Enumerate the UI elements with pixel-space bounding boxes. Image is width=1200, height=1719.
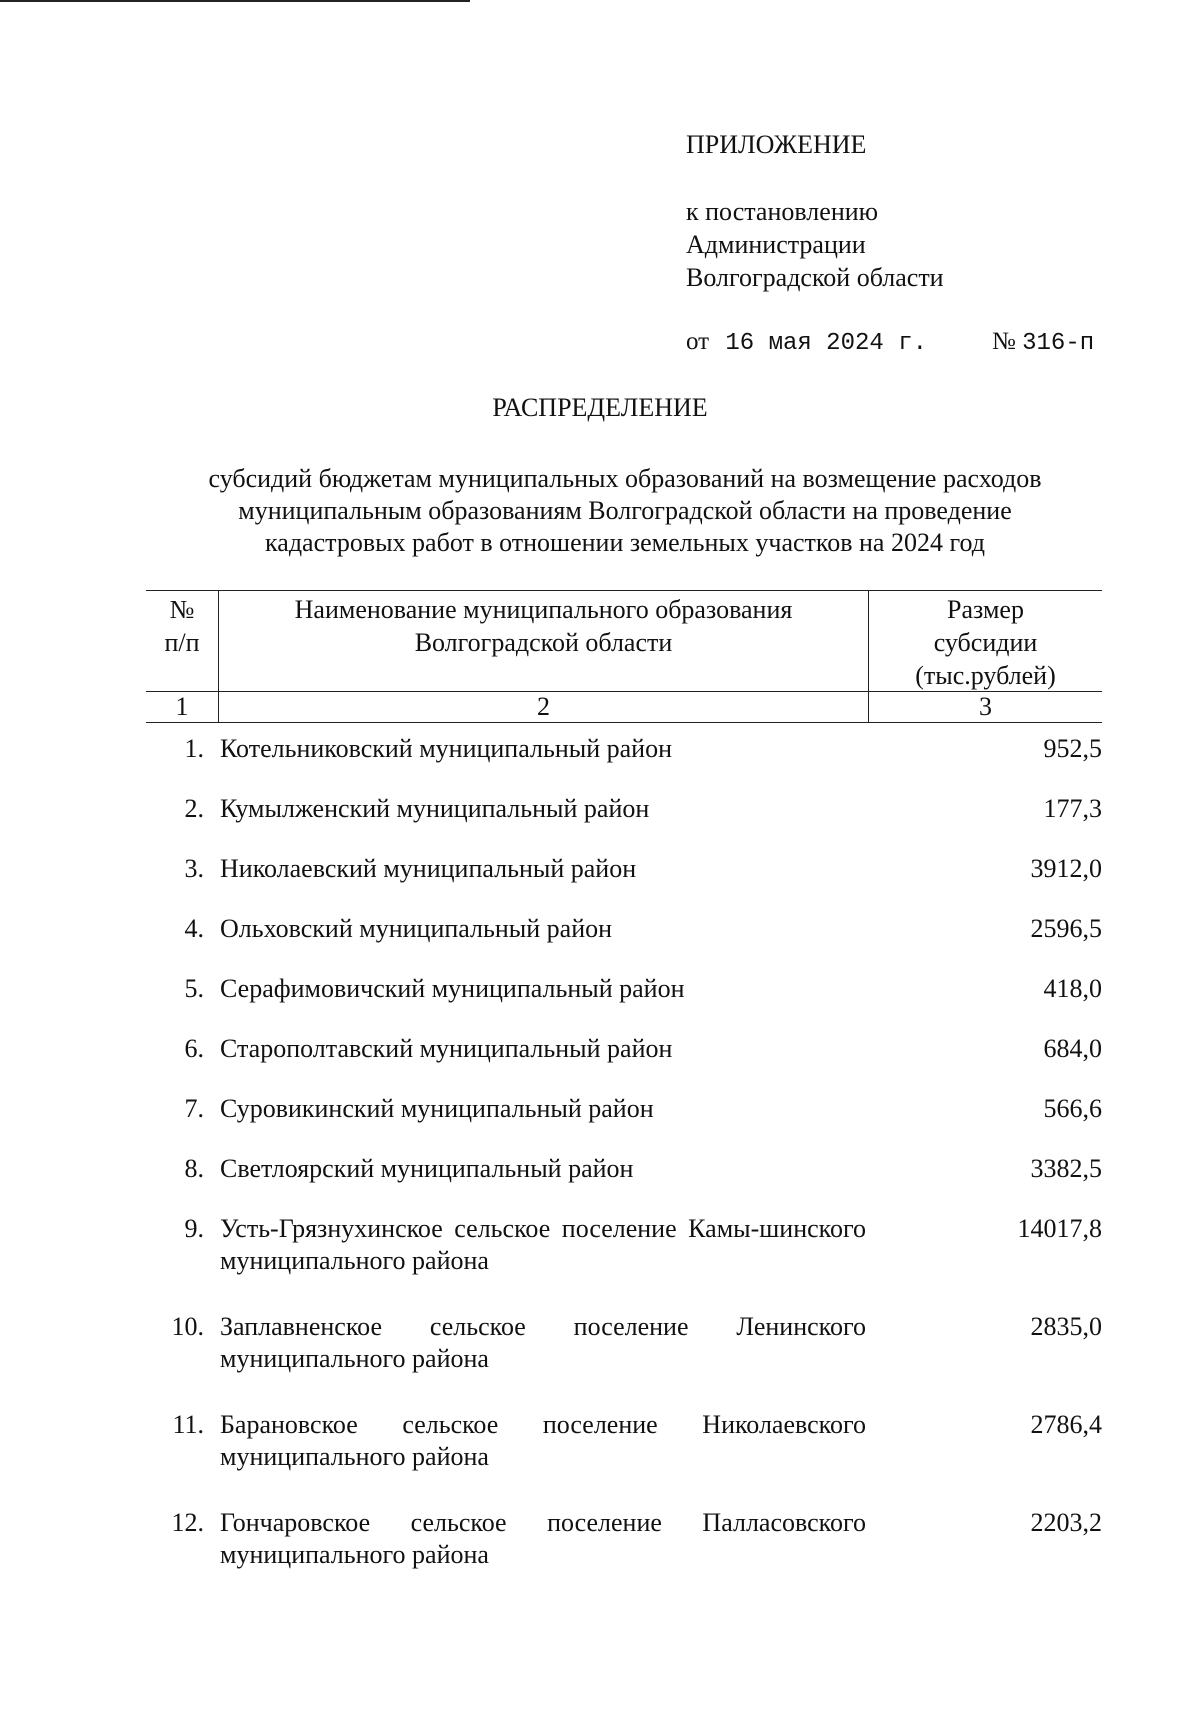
row-value: 2596,5 [1030, 914, 1102, 943]
table-row [146, 853, 1102, 913]
appendix-reference [686, 195, 1146, 294]
row-value: 177,3 [1043, 794, 1102, 823]
row-value: 3382,5 [1030, 1154, 1102, 1183]
header-text: субсидии [933, 628, 1038, 657]
column-number: 1 [146, 692, 219, 722]
row-number: 12. [171, 1508, 204, 1537]
row-name: Котельниковский муниципальный район [220, 734, 672, 763]
appendix-to-line: Волгоградской области [686, 263, 944, 292]
resolution-date: 16 мая 2024 г. [725, 330, 927, 357]
row-value: 2203,2 [1030, 1508, 1102, 1537]
table-row [146, 1213, 1102, 1311]
row-number: 1. [184, 734, 204, 763]
row-number: 3. [184, 854, 204, 883]
table-row [146, 1093, 1102, 1153]
table-row [146, 1153, 1102, 1213]
row-name: Усть-Грязнухинское сельское поселение Камы-шинского муниципального района [220, 1214, 866, 1275]
column-number: 3 [979, 692, 992, 721]
table-row [146, 1507, 1102, 1605]
row-name: Барановское сельское поселение Николаевского муниципального района [220, 1410, 866, 1471]
header-text: Размер [947, 595, 1024, 624]
table-row [146, 733, 1102, 793]
row-name: Суровикинский муниципальный район [220, 1094, 654, 1123]
row-number: 10. [171, 1312, 204, 1341]
row-number: 7. [184, 1094, 204, 1123]
row-value: 566,6 [1043, 1094, 1102, 1123]
header-text: (тыс.рублей) [915, 661, 1056, 690]
row-number: 5. [184, 974, 204, 1003]
row-name: Николаевский муниципальный район [220, 854, 637, 883]
appendix-title: ПРИЛОЖЕНИЕ [686, 130, 867, 159]
resolution-date-line [686, 328, 1095, 357]
header-text: Волгоградской области [414, 628, 673, 657]
number-label: № [992, 328, 1016, 355]
appendix-to-line: к постановлению [686, 197, 879, 226]
table-row [146, 1409, 1102, 1507]
table-row [146, 1311, 1102, 1409]
document-subtitle [120, 463, 1130, 559]
row-number: 2. [184, 794, 204, 823]
row-name: Кумылженский муниципальный район [220, 794, 650, 823]
row-number: 11. [172, 1410, 204, 1439]
column-number-row [146, 692, 1102, 722]
row-value: 3912,0 [1030, 854, 1102, 883]
header-text: Наименование муниципального образования [294, 595, 793, 624]
subtitle-line: субсидий бюджетам муниципальных образований на возмещение расходов [208, 464, 1042, 493]
row-value: 2835,0 [1030, 1312, 1102, 1341]
row-name: Заплавненское сельское поселение Ленинского муниципального района [220, 1312, 866, 1373]
resolution-number: 316-п [1022, 330, 1095, 357]
row-number: 6. [184, 1034, 204, 1063]
table-row [146, 913, 1102, 973]
document-title: РАСПРЕДЕЛЕНИЕ [492, 393, 708, 422]
row-name: Серафимовичский муниципальный район [220, 974, 685, 1003]
table-body [146, 733, 1102, 1605]
row-number: 4. [184, 914, 204, 943]
header-text: № [169, 595, 195, 624]
table-row [146, 793, 1102, 853]
header-cell-number [146, 591, 219, 691]
row-value: 684,0 [1043, 1034, 1102, 1063]
row-name: Старополтавский муниципальный район [220, 1034, 673, 1063]
top-edge-rule [0, 0, 470, 2]
subtitle-line: муниципальным образованиям Волгоградской области на проведение [238, 496, 1012, 525]
subtitle-line: кадастровых работ в отношении земельных участков на 2024 год [265, 528, 985, 557]
header-cell-amount [869, 591, 1102, 691]
header-text: п/п [164, 628, 200, 657]
row-value: 14017,8 [1017, 1214, 1102, 1243]
resolution-number-group [992, 328, 1094, 357]
row-name: Гончаровское сельское поселение Палласовского муниципального района [220, 1508, 866, 1569]
header-row [146, 591, 1102, 692]
row-value: 2786,4 [1030, 1410, 1102, 1439]
column-number: 2 [219, 692, 869, 722]
row-value: 952,5 [1043, 734, 1102, 763]
row-number: 8. [184, 1154, 204, 1183]
row-name: Светлоярский муниципальный район [220, 1154, 634, 1183]
row-name: Ольховский муниципальный район [220, 914, 613, 943]
header-cell-name [219, 591, 869, 691]
table-row [146, 973, 1102, 1033]
date-prefix: от [686, 328, 710, 355]
row-value: 418,0 [1043, 974, 1102, 1003]
table-header [146, 590, 1102, 723]
row-number: 9. [184, 1214, 204, 1243]
table-row [146, 1033, 1102, 1093]
appendix-to-line: Администрации [686, 230, 866, 259]
